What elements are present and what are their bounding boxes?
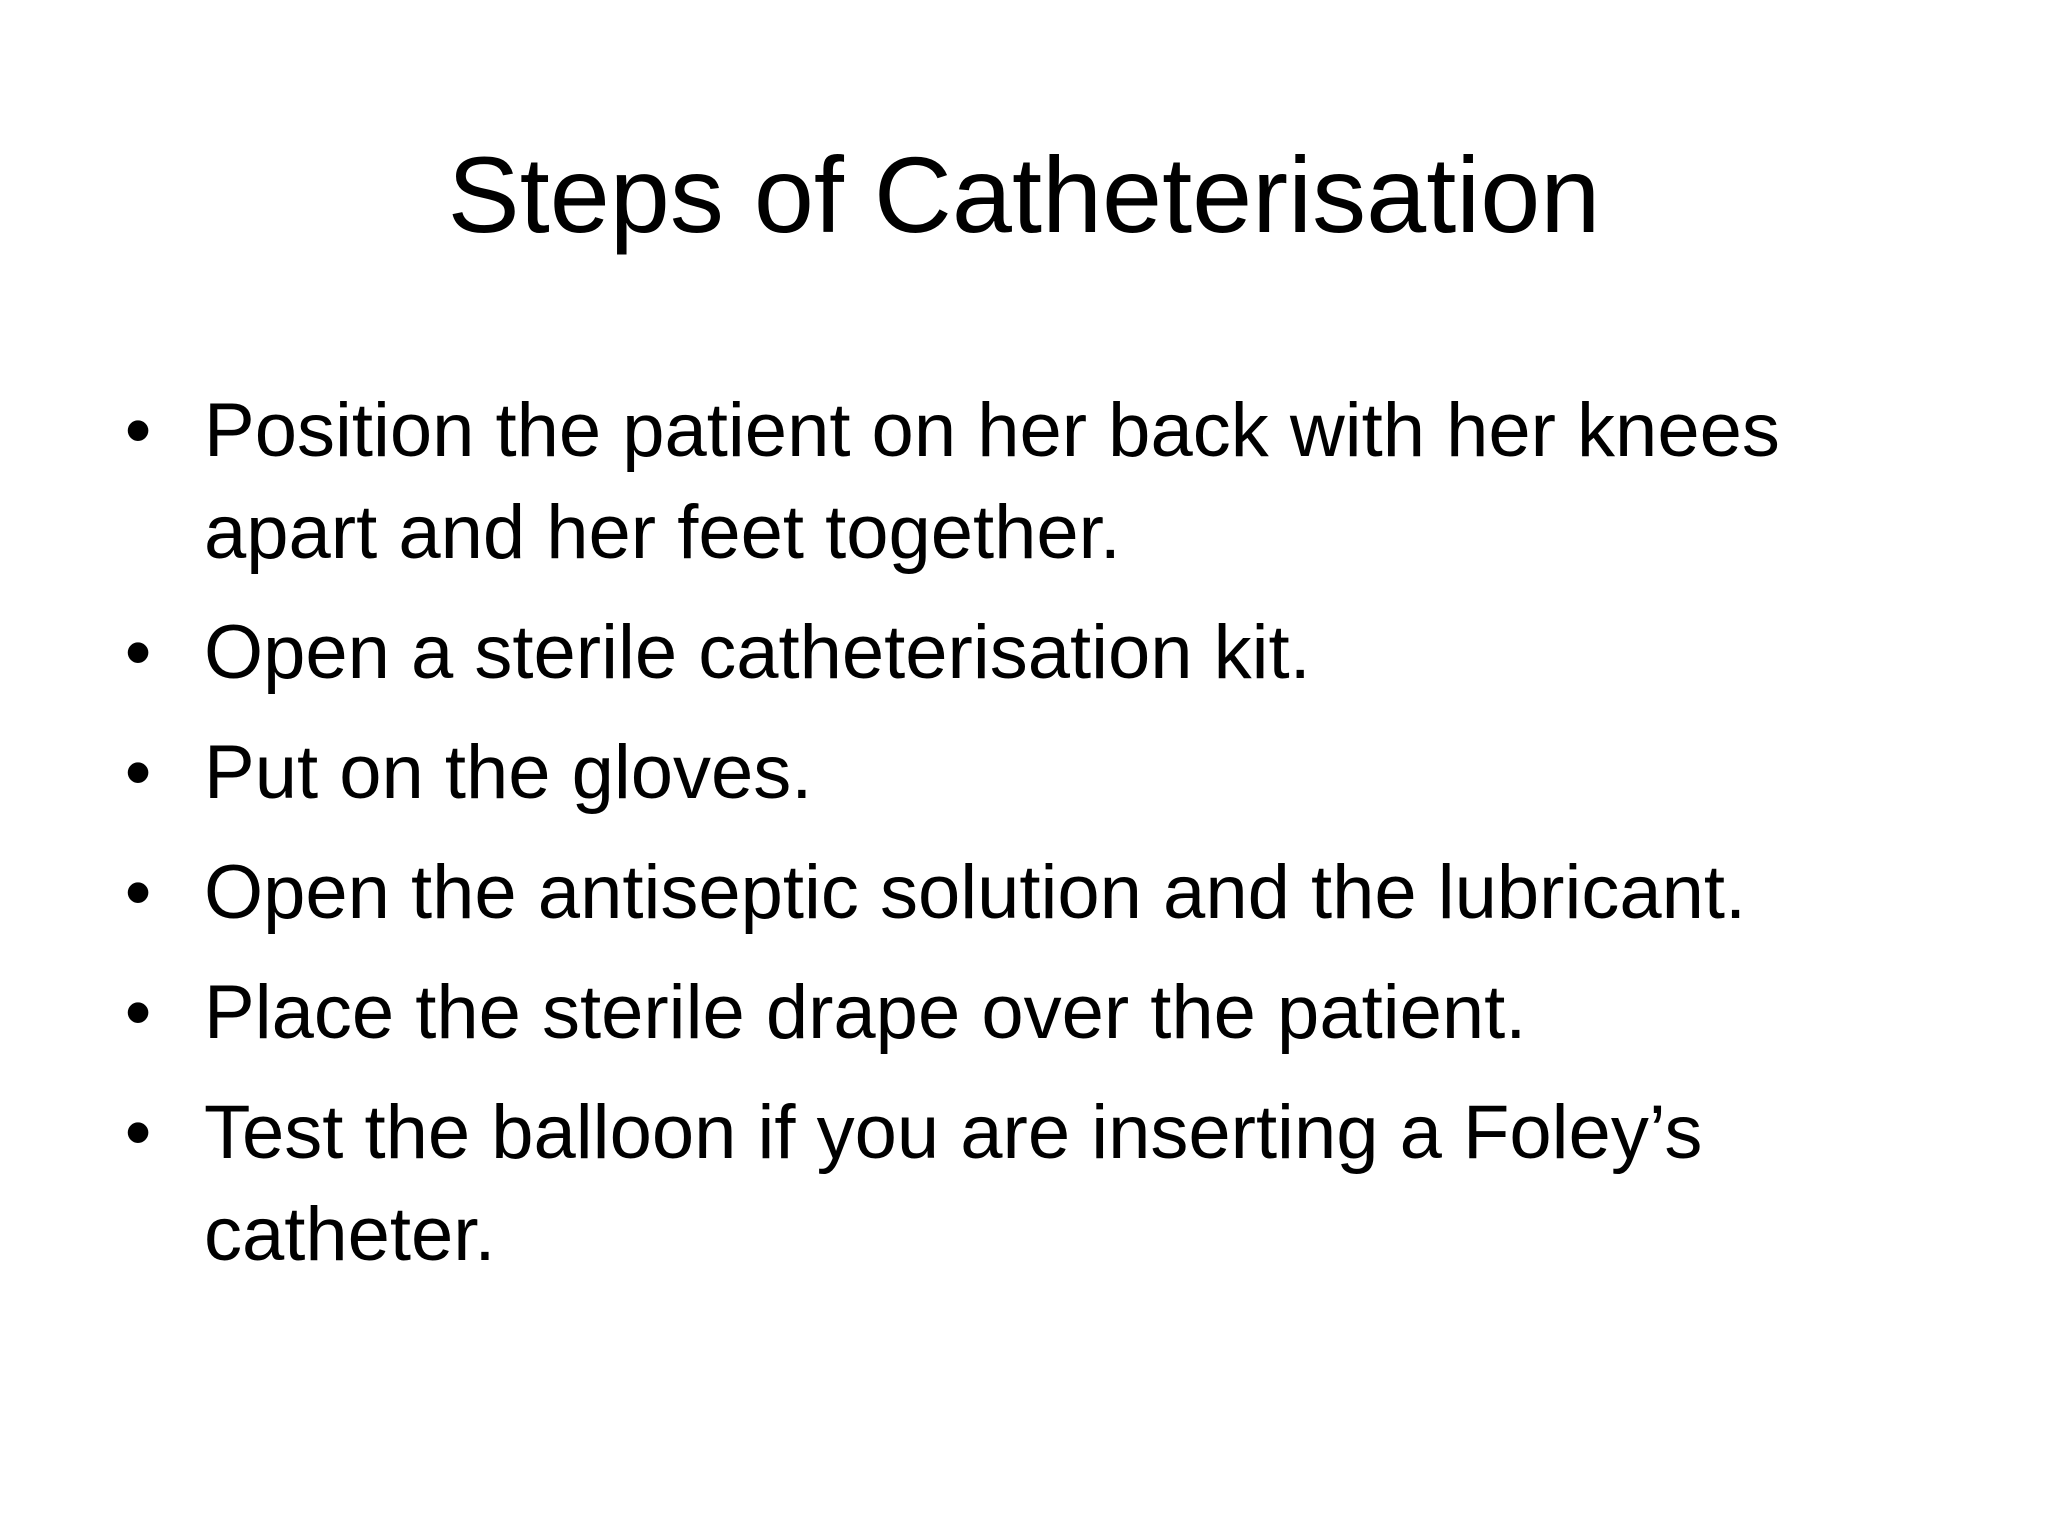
bullet-text: Put on the gloves. [204,730,813,815]
bullet-list [118,380,1918,1304]
bullet-item [118,1082,1918,1286]
bullet-icon: • [124,388,152,473]
slide-title: Steps of Catheterisation [447,134,1601,255]
bullet-text: Test the balloon if you are inserting a Foley’s catheter. [204,1090,1703,1277]
bullet-item [118,602,1918,704]
bullet-icon: • [124,610,152,695]
bullet-icon: • [124,730,152,815]
bullet-text: Open a sterile catheterisation kit. [204,610,1311,695]
bullet-text: Position the patient on her back with her knees apart and her feet together. [204,388,1780,575]
bullet-item [118,842,1918,944]
bullet-text: Open the antiseptic solution and the lubricant. [204,850,1747,935]
bullet-text: Place the sterile drape over the patient. [204,970,1527,1055]
bullet-item [118,380,1918,584]
bullet-icon: • [124,1090,152,1175]
bullet-item [118,962,1918,1064]
bullet-icon: • [124,850,152,935]
bullet-item [118,722,1918,824]
bullet-icon: • [124,970,152,1055]
